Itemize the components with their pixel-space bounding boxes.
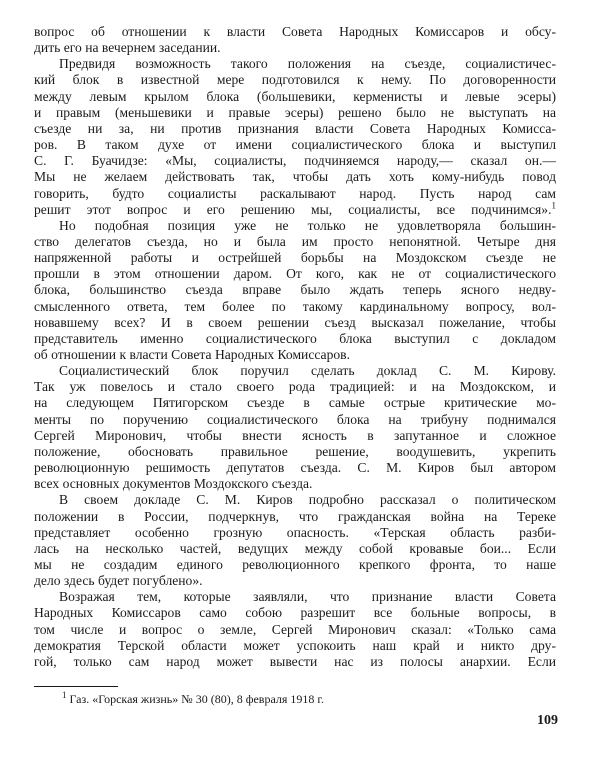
- text-line: представитель именно социалистического блока выступил с докладом: [34, 330, 556, 346]
- text-line: блока, большинство съезда вправе было ждать теперь ясного недву-: [34, 282, 556, 298]
- text-line: дить его на вечернем заседании.: [34, 40, 221, 56]
- text-line: [34, 202, 556, 218]
- text-line: на следующем Пятигорском съезде в самые острые критические мо-: [34, 395, 556, 411]
- footnote: [62, 692, 324, 707]
- text-line: и правым (меньшевики и правые эсеры) решено было не выступать на: [34, 104, 556, 120]
- text-line: между левым крылом блока (большевики, керменисты и левые эсеры): [34, 88, 556, 104]
- text-line: демократия Терской области может успокоить наш край и никто дру-: [34, 637, 556, 653]
- text-line: дело здесь будет погублено».: [34, 573, 203, 589]
- text-line: Но подобная позиция уже не только не удовлетворяла большин-: [59, 217, 556, 233]
- text-line: положении в России, подчеркнув, что гражданская война на Тереке: [34, 508, 556, 524]
- text-line: говорить, будто социалисты раскалывают народ. Пусть народ сам: [34, 185, 556, 201]
- text-line: представляет особенно грозную опасность. «Терская область разби-: [34, 524, 556, 540]
- text-line: всех основных документов Моздокского съезда.: [34, 476, 313, 492]
- page-number: 109: [537, 713, 558, 728]
- text-line: прошли в этом отношении даром. От кого, как не от социалистического: [34, 266, 556, 282]
- text-line: Мы не желаем действовать так, чтобы дать хоть кому-нибудь повод: [34, 169, 556, 185]
- text-line: новавшему всех? И в своем решении съезд высказал пожелание, чтобы: [34, 314, 556, 330]
- text-line: об отношении к власти Совета Народных Комиссаров.: [34, 347, 351, 362]
- text-line-content: решит этот вопрос и его решению мы, социалисты, все подчинимся».: [34, 201, 552, 217]
- text-line: Предвидя возможность такого положения на съезде, социалистичес-: [59, 56, 556, 72]
- text-line: положение, обосновать правильное решение, воодушевить, укрепить: [34, 443, 556, 459]
- text-line: ров. В таком духе от имени социалистического блока и выступил: [34, 137, 556, 152]
- text-line: В своем докладе С. М. Киров подробно рассказал о политическом: [59, 492, 556, 508]
- footnote-mark: 1: [62, 690, 67, 700]
- text-line: мы не создадим единого революционного крепкого фронта, то наше: [34, 556, 556, 572]
- text-line: ство делегатов съезда, но и была им просто непонятной. Четыре дня: [34, 233, 556, 249]
- text-line: менты по поручению социалистического блока на трибуну поднимался: [34, 411, 556, 427]
- text-line: кий блок в известной мере подготовился к нему. По договоренности: [34, 72, 556, 88]
- text-line: Народных Комиссаров само собою разрешит все больные вопросы, в: [34, 605, 556, 621]
- text-line: том числе и вопрос о земле, Сергей Миронович сказал: «Только сама: [34, 621, 556, 637]
- text-line: Возражая тем, которые заявляли, что признание власти Совета: [59, 589, 556, 605]
- text-line: напряженной работы и острейшей борьбы на Моздокском съезде не: [34, 250, 556, 266]
- footnote-reference: 1: [551, 200, 556, 211]
- text-line: Сергей Миронович, чтобы внести ясность в запутанное и сложное: [34, 427, 556, 443]
- text-line: революционную решимость депутатов съезда. С. М. Киров был автором: [34, 460, 556, 475]
- text-line: Социалистический блок поручил сделать доклад С. М. Кирову.: [59, 363, 556, 379]
- text-line: Так уж повелось и стало своего рода традицией: и на Моздокском, и: [34, 379, 556, 395]
- text-line: смысленного ответа, тем более по такому кардинальному вопросу, вол-: [34, 298, 556, 314]
- footnote-divider: [34, 686, 118, 687]
- footnote-text: Газ. «Горская жизнь» № 30 (80), 8 февраля 1918 г.: [69, 692, 324, 706]
- text-line: вопрос об отношении к власти Совета Народных Комиссаров и обсу-: [34, 24, 556, 39]
- text-line: С. Г. Буачидзе: «Мы, социалисты, подчиняемся народу,— сказал он.—: [34, 153, 556, 169]
- text-line: гой, только сам народ может вывести нас из полосы анархии. Если: [34, 653, 556, 669]
- text-line: съезде ни за, ни против признания власти Совета Народных Комисса-: [34, 120, 556, 136]
- text-line: лась на несколько частей, ведущих между собой кровавые бои... Если: [34, 540, 556, 556]
